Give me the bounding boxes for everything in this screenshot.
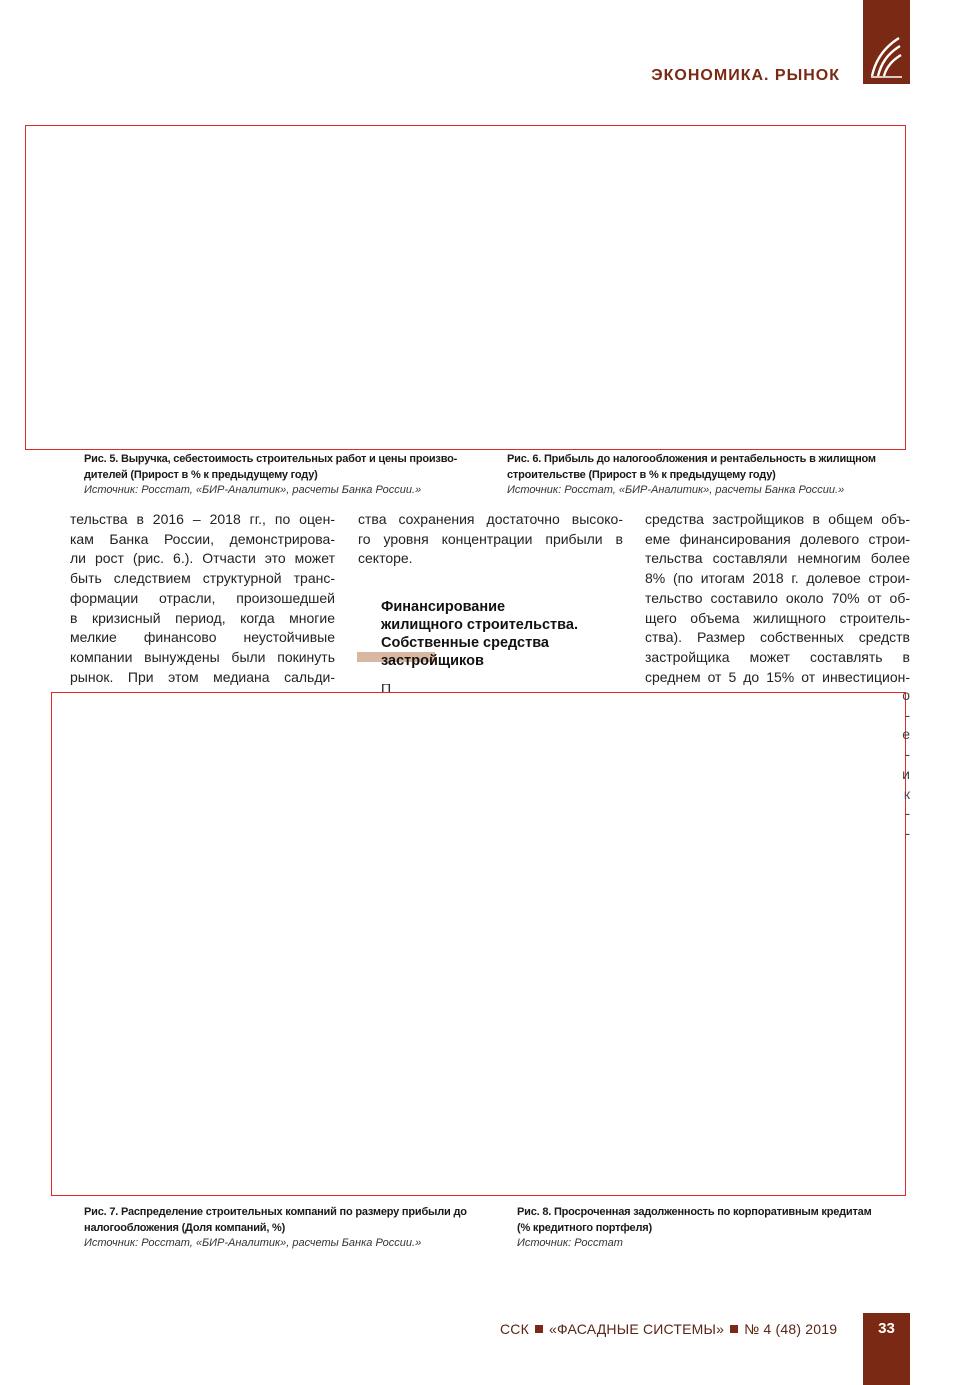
subhead-line2: жилищного строительства. [381,617,578,633]
col1-line: компании вынуждены были покинуть [70,648,335,665]
col1-line: формации отрасли, произошедшей [70,589,335,606]
fig8-title-line1: Рис. 8. Просроченная задолженность по корпоративным кредитам [517,1206,872,1218]
col2-line: секторе. [358,550,413,567]
col3-tail-char: - [905,824,910,841]
col3-line: тельства составляли немногим более [645,550,910,567]
footer-journal [500,1321,837,1337]
text-column-3 [645,510,910,688]
col3-line: 8% (по итогам 2018 г. долевое строи- [645,570,910,587]
subhead-line1: Финансирование [381,599,506,615]
fig6-source: Источник: Росстат, «БИР-Аналитик», расчеты Банка России.» [507,484,845,496]
logo-leaf-icon [869,34,903,78]
fig6-title-line1: Рис. 6. Прибыль до налогообложения и рентабельность в жилищном [507,453,876,465]
col1-line: тельства в 2016 – 2018 гг., по оцен- [70,511,335,527]
col3-line: застройщика может составлять в [645,648,910,665]
col3-line: средства застройщиков в общем объ- [645,511,910,527]
fig8-source: Источник: Росстат [517,1237,623,1249]
col2-fragment: П [381,684,392,692]
fig5-title-line1: Рис. 5. Выручка, себестоимость строительных работ и цены произво- [84,453,458,465]
col3-tail-char: е [902,726,910,743]
col3-tail-char: - [905,746,910,763]
footer-separator-icon [730,1325,738,1333]
fig5-source: Источник: Росстат, «БИР-Аналитик», расчеты Банка России.» [84,484,422,496]
col3-tail-char: - [905,805,910,822]
col3-line: щего объема жилищного строитель- [645,609,910,626]
col2-line: го уровня концентрации прибыли в [358,530,623,547]
text-column-1 [70,510,335,688]
fig8-caption [517,1205,902,1252]
col3-line: еме финансирования долевого строи- [645,530,910,547]
page-number: 33 [878,1320,895,1337]
fig7-title-line2: налогообложения (Доля компаний, %) [84,1221,286,1234]
footer-part2: «ФАСАДНЫЕ СИСТЕМЫ» [548,1321,725,1337]
fig6-title-line2: строительстве (Прирост в % к предыдущему году) [507,468,776,481]
footer-part3: № 4 (48) 2019 [744,1321,838,1337]
col2-line: ства сохранения достаточно высоко- [358,511,623,527]
footer-part1: ССК [500,1321,529,1337]
col1-line: рынок. При этом медиана сальди- [70,668,335,685]
fig7-source: Источник: Росстат, «БИР-Аналитик», расчеты Банка России.» [84,1237,422,1249]
col3-tail-char: к [903,785,910,802]
col3-tail-char: - [905,706,910,723]
col1-line: мелкие финансово неустойчивые [70,629,335,646]
col1-line: кам Банка России, демонстрирова- [70,530,335,547]
subhead [381,598,631,670]
col3-overflow-chars [895,686,910,844]
section-title: ЭКОНОМИКА. РЫНОК [651,67,840,84]
figure-area-top [25,125,906,450]
text-column-2 [358,510,623,570]
fig7-title-line1: Рис. 7. Распределение строительных компаний по размеру прибыли до [84,1206,467,1218]
col3-line: ства). Размер собственных средств [645,629,910,646]
fig5-caption [84,452,484,499]
col3-tail-char: и [902,765,910,782]
col1-line: ли рост (рис. 6.). Отчасти это может [70,550,335,567]
col1-line: быть следствием структурной транс- [70,570,335,587]
magazine-logo [863,0,910,84]
fig5-title-line2: дителей (Прирост в % к предыдущему году) [84,468,318,481]
subhead-line4: застройщиков [381,653,484,669]
subhead-line3: Собственные средства [381,635,549,651]
fig6-caption [507,452,902,499]
col3-tail-char: о [902,687,910,703]
col1-line: в кризисный период, когда многие [70,609,335,626]
fig8-title-line2: (% кредитного портфеля) [517,1221,652,1234]
col3-line: тельство составило около 70% от об- [645,589,910,606]
fig7-caption [84,1205,489,1252]
figure-area-bottom [51,692,906,1196]
footer-separator-icon [535,1325,543,1333]
col3-line: среднем от 5 до 15% от инвестицион- [645,668,910,685]
